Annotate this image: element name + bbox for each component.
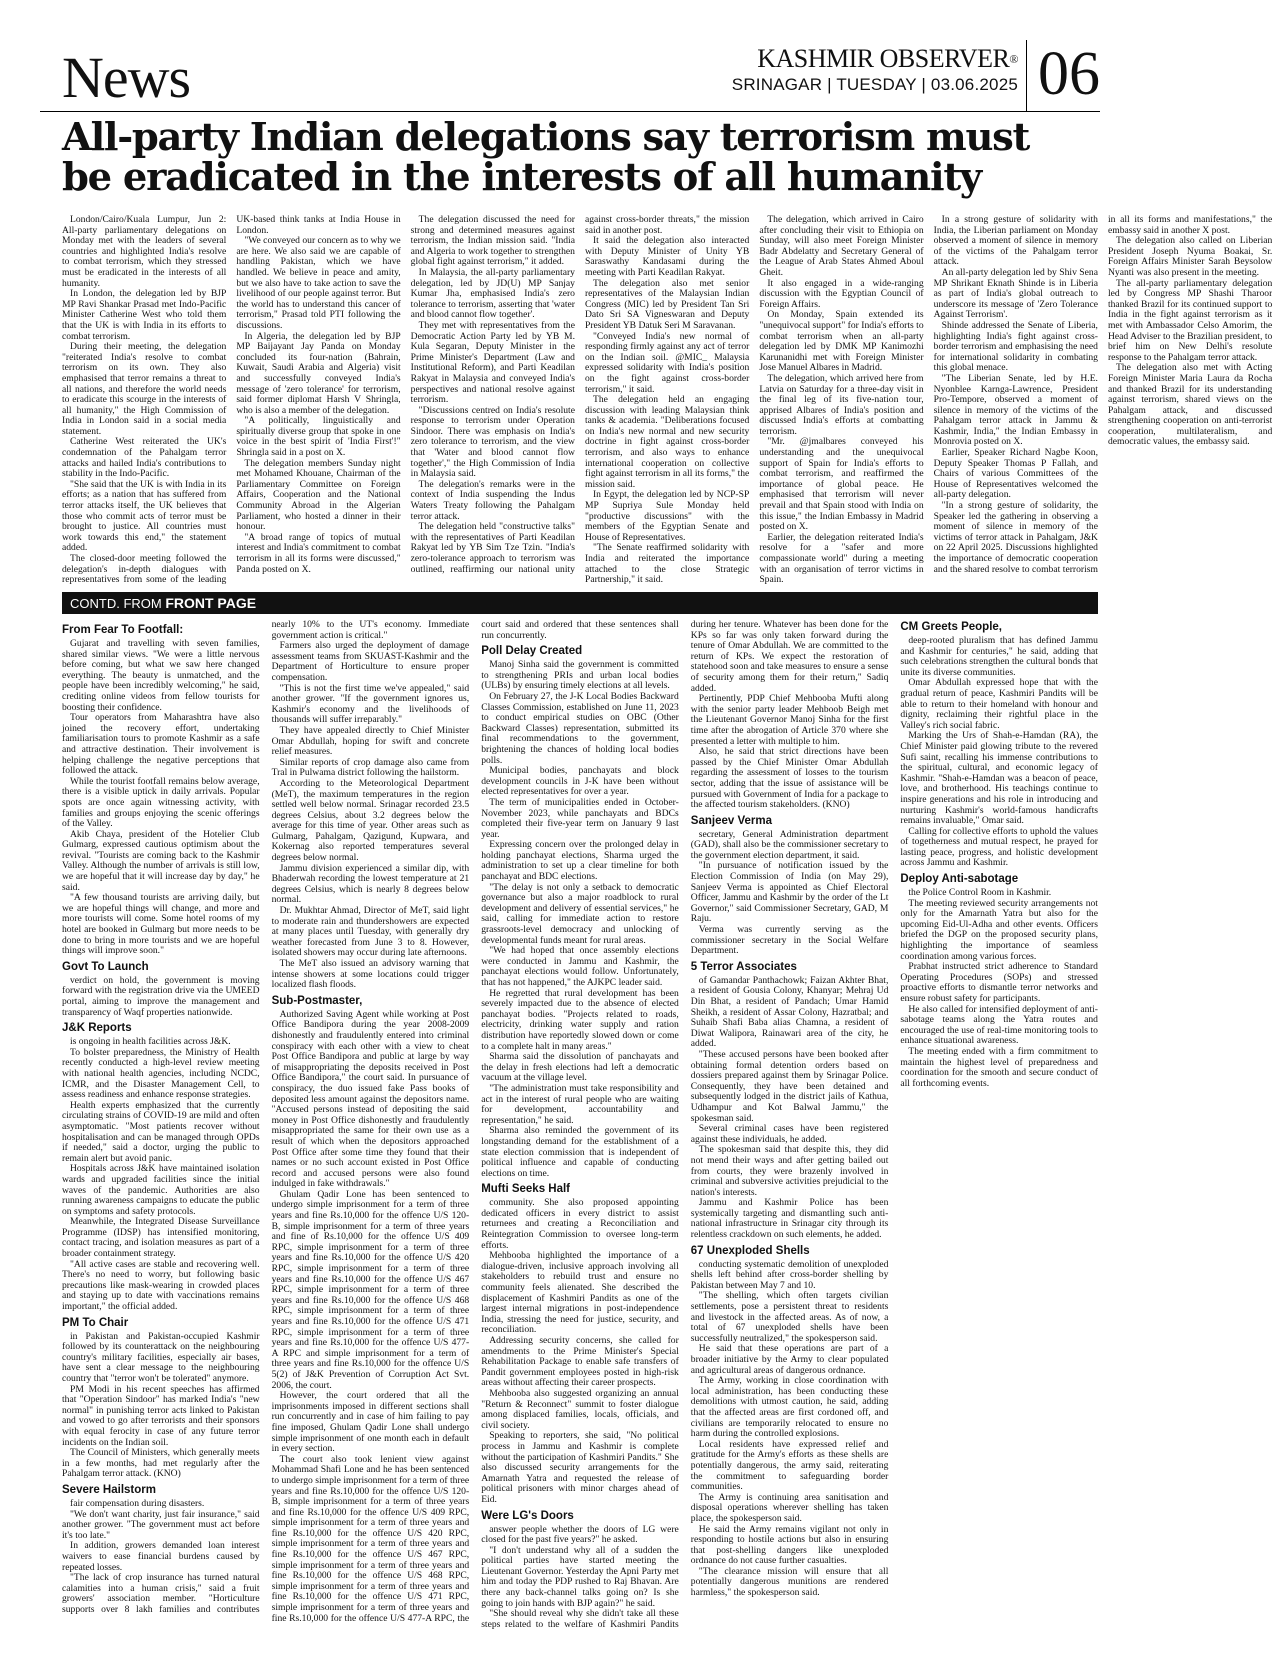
story-paragraph: "She said that the UK is with India in its efforts; as a nation that has suffered from terror attacks itself, the UK believes that those who commit acts of terror must be brought to justice. All countries must work towards this end," the statement added. <box>62 478 227 554</box>
story-paragraph: He said that these operations are part of a broader initiative by the Army to clear populated and agricultural areas of dangerous ordnance. <box>690 1343 889 1376</box>
story-paragraph: According to the Meteorological Department (MeT), the maximum temperatures in the region settled well below normal. Srinagar recorded 23.5 degrees Celsius, about 3.2 degrees below the average for this time of year. Other areas such as Gulmarg, Pahalgam, Qazigund, Kupwara, and Kokernag also reported temperatures several degrees below normal. <box>271 777 470 864</box>
story-paragraph: The delegation also called on Liberian President Joseph Nyuma Boakai, Sr. Foreign Affairs Minister Sarah Beysolow Nyanti was also present in the meeting. <box>1107 235 1272 278</box>
page-number: 06 <box>1026 40 1100 112</box>
story-paragraph: "In pursuance of notification issued by the Election Commission of India (on May 29), Sanjeev Verma is appointed as Chief Electoral Officer, Jammu and Kashmir by the order of the Lt Governor," said Commissioner Secretary, GAD, M Raju. <box>690 860 889 925</box>
story-paragraph: "Mr. @jmalbares conveyed his understanding and the unequivocal support of Spain for India's efforts to combat terrorism, and reaffirmed the importance of global peace. He emphasised that terrorism will never prevail and that Spain stood with India on this issue," the Indian Embassy in Madrid posted on X. <box>759 436 924 533</box>
story-paragraph: The meeting reviewed security arrangements not only for the Amarnath Yatra but also for the upcoming Eid-Ul-Adha and other events. Officers briefed the DGP on the proposed security plans, highlighting the importance of seamless coordination among various forces. <box>900 897 1098 962</box>
story-paragraph: is ongoing in health facilities across J&K. <box>70 1036 231 1048</box>
section-title: News <box>62 45 191 110</box>
story-paragraph: "We had hoped that once assembly elections were conducted in Jammu and Kashmir, the panchayat elections would follow. Unfortunately, that has not happened," the AJKPC leader said. <box>481 945 679 988</box>
story-paragraph: "She should reveal why she didn't take all these steps related to the welfare of Kashmiri Pandits during her tenure. Whatever has been done for the KPs so far was only taken forward during the tenure of Omar Abdullah. We are committed to the return of KPs. We expect the restoration of statehood soon and take measures to ensure a sense of security among them for their return," Sadiq added. <box>481 619 889 1630</box>
story-paragraph: community. She also proposed appointing dedicated officers in every district to assist returnees and creating a Reconciliation and Reintegration Commission to oversee long-term efforts. <box>481 1197 679 1251</box>
story-paragraph: The delegation held an engaging discussion with leading Malaysian think tanks & academia. "Deliberations focused on India's new normal and new security doctrine in fight against cross-border terrorism, and also ways to enhance international cooperation on collective fight against terrorism in all its forms," the mission said. <box>584 394 750 490</box>
story-paragraph: Sharma said the dissolution of panchayats and the delay in fresh elections had left a democratic vacuum at the village level. <box>481 1051 679 1084</box>
story-paragraph: On February 27, the J-K Local Bodies Backward Classes Commission, established on June 11, 2023 to conduct empirical studies on OBC (Other Backward Classes) representation, submitted its final recommendations to the government, brightening the chances of holding local bodies polls. <box>481 690 679 766</box>
story-paragraph: The delegation's remarks were in the context of India suspending the Indus Waters Treaty following the Pahalgam terror attack. <box>410 478 575 522</box>
story-paragraph: In Egypt, the delegation led by NCP-SP MP Supriya Sule Monday held "productive discussions" with the members of the Egyptian Senate and House of Representatives. <box>584 489 750 543</box>
story-paragraph: Gujarat and travelling with seven families, shared similar views. "We were a little nervous before coming, but what we saw here changed everything. The beauty is unmatched, and the people have been incredibly welcoming," he said, crediting online videos from fellow tourists for boosting their confidence. <box>62 638 260 713</box>
story-paragraph: conducting systematic demolition of unexploded shells left behind after cross-border shelling by Pakistan between May 7 and 10. <box>690 1258 889 1291</box>
story-paragraph: "In a strong gesture of solidarity, the Speaker led the gathering in observing a moment of silence in memory of the victims of terror attack in Pahalgam, J&K on 22 April 2025. Discussions highlighted the importance of democratic cooperation and the shared resolve to combat terrorism in all its forms and manifestations," the embassy said in another X post. <box>933 214 1272 575</box>
story-subheading: Deploy Anti-sabotage <box>900 873 1019 886</box>
story-paragraph: The delegation also met with Acting Foreign Minister Maria Laura da Rocha and thanked Brazil for its understanding against terrorism, shared views on the Pahalgam attack, and discussed strengthening cooperation on anti-terrorist cooperation, multilateralism, and democratic values, the embassy said. <box>1107 362 1272 448</box>
story-paragraph: Ghulam Qadir Lone has been sentenced to undergo simple imprisonment for a term of three years and fine Rs.10,000 for the offence U/S 120-B, simple imprisonment for a term of three years and fine of Rs.10,000 for the offence U/S 409 RPC, simple imprisonment for a term of three years and fine Rs.10,000 for the offence U/S 420 RPC, simple imprisonment for a term of three years and fine Rs.10,000 for the offence U/S 467 RPC, simple imprisonment for a term of three years and fine Rs.10,000 for the offence U/S 468 RPC, simple imprisonment for a term of three years and fine Rs.10,000 for the offence U/S 471 RPC, simple imprisonment for a term of three years and fine Rs.10,000 for the offence U/S 477-A RPC and simple imprisonment for a term of three years and fine Rs.10,000 for the offence U/S 5(2) of J&K Prevention of Corruption Act Svt. 2006, the court. <box>271 1188 470 1391</box>
masthead <box>732 44 1018 96</box>
story-paragraph: fair compensation during disasters. <box>70 1497 205 1509</box>
story-paragraph: The delegation held "constructive talks" with the representatives of Parti Keadilan Rakyat led by YB Sim Tze Tzin. "India's zero-tolerance approach to terrorism was outlined, reaffirming our national unity against cross-border threats," the mission said in another post. <box>410 214 750 575</box>
story-subheading: Severe Hailstorm <box>62 1483 156 1496</box>
story-paragraph: The delegation, which arrived in Cairo after concluding their visit to Ethiopia on Sunday, will also meet Foreign Minister Badr Abdelatty and Secretary General of the League of Arab States Ahmed Aboul Gheit. <box>759 214 924 278</box>
story-paragraph: In a strong gesture of solidarity with India, the Liberian parliament on Monday observed a moment of silence in memory of the victims of the Pahalgam terror attack. <box>933 214 1098 268</box>
story-paragraph: He regretted that rural development has been severely impacted due to the absence of elected panchayat bodies. "Projects related to roads, electricity, drinking water supply and ration distribution have reportedly slowed down or come to a complete halt in many areas." <box>481 987 679 1052</box>
lead-story-body <box>62 214 1272 587</box>
story-paragraph: "A politically, linguistically and spiritually diverse group that spoke in one voice in the best spirit of 'India First'!" Shringla said in a post on X. <box>236 415 401 459</box>
contd-bar-bold: FRONT PAGE <box>165 595 257 611</box>
story-paragraph: The delegation, which arrived here from Latvia on Saturday for a three-day visit in the final leg of its five-nation tour, apprised Albares of India's position and discussed India's efforts at combatting terrorism. <box>759 372 924 437</box>
story-subheading: Were LG's Doors <box>481 1509 574 1522</box>
story-paragraph: Earlier, the delegation reiterated India's resolve for a "safer and more compassionate world" during a meeting with an organisation of terror victims in Spain. <box>759 531 924 586</box>
story-paragraph: "The clearance mission will ensure that all potentially dangerous munitions are rendered harmless," the spokesperson said. <box>690 1565 889 1599</box>
registered-mark: ® <box>1009 52 1018 66</box>
story-paragraph: The term of municipalities ended in October-November 2023, while panchayats and BDCs completed their five-year term on January 9 last year. <box>481 796 679 840</box>
story-paragraph: The Army is continuing area sanitisation and disposal operations wherever shelling has taken place, the spokesperson said. <box>690 1491 889 1524</box>
newspaper-name <box>732 44 1018 74</box>
story-paragraph: The spokesman said that despite this, they did not mend their ways and after getting bailed out from courts, they were brazenly involved in criminal and subversive activities prejudicial to the nation's interests. <box>690 1144 889 1198</box>
story-paragraph: "This is not the first time we've appealed," said another grower. "If the government ignores us, Kashmir's economy and the livelihoods of thousands will suffer irreparably." <box>271 682 470 726</box>
story-paragraph: The delegation members Sunday night met Mohamed Khouane, Chairman of the Parliamentary Committee on Foreign Affairs, Cooperation and the National Community Abroad in the Algerian Parliament, who hosted a dinner in their honour. <box>236 457 401 533</box>
story-paragraph: Dr. Mukhtar Ahmad, Director of MeT, said light to moderate rain and thundershowers are expected at many places until Tuesday, with generally dry weather forecasted from June 3 to 8. However, isolated showers may occur during late afternoons. <box>271 905 470 959</box>
contd-bar <box>62 592 1098 614</box>
story-paragraph: Pertinently, PDP Chief Mehbooba Mufti along with the senior party leader Mehboob Beigh met the Lieutenant Governor Manoj Sinha for the first time after the abrogation of Article 370 where she presented a letter with multiple to him. <box>690 693 889 747</box>
story-subheading: From Fear To Footfall: <box>62 624 184 636</box>
story-paragraph: It also engaged in a wide-ranging discussion with the Egyptian Council of Foreign Affairs. <box>759 277 924 310</box>
story-paragraph: Verma was currently serving as the commissioner secretary in the Social Welfare Department. <box>690 924 889 957</box>
story-subheading: PM To Chair <box>62 1316 129 1329</box>
story-paragraph: To bolster preparedness, the Ministry of Health recently conducted a high-level review meeting with national health agencies, including NCDC, ICMR, and the Disaster Management Cell, to assess readiness and enhance response strategies. <box>62 1046 260 1101</box>
story-subheading: 5 Terror Associates <box>690 960 797 973</box>
story-paragraph: "A few thousand tourists are arriving daily, but we are hopeful things will change, and more and more tourists will come. Some hotel rooms of my hotel are booked in Gulmarg but more needs to be done to bring in more tourists and we are hopeful things will improve soon." <box>62 892 260 957</box>
story-paragraph: "I don't understand why all of a sudden the political parties have started meeting the Lieutenant Governor. Yesterday the Apni Party met him and today the PDP rushed to Raj Bhavan. Are there any back-channel talks going on? Is she going to join hands with BJP again?" he said. <box>481 1544 679 1609</box>
story-paragraph: It said the delegation also interacted with Deputy Minister of Unity YB Saraswathy Kandasami during the meeting with Parti Keadilan Rakyat. <box>584 235 750 278</box>
story-paragraph: The MeT also issued an advisory warning that intense showers at some locations could trigger localized flash floods. <box>271 958 470 991</box>
story-paragraph: "The Senate reaffirmed solidarity with India and reiterated the importance attached to the close Strategic Partnership," it said. <box>584 542 750 586</box>
story-paragraph: In Malaysia, the all-party parliamentary delegation, led by JD(U) MP Sanjay Kumar Jha, emphasised India's zero tolerance to terrorism, asserting that 'water and blood cannot flow together'. <box>410 266 575 321</box>
story-paragraph: in Pakistan and Pakistan-occupied Kashmir followed by its counterattack on the neighbouring country's military facilities, especially air bases, have sent a clear message to the neighbouring country that "terror won't be tolerated" anymore. <box>62 1330 260 1384</box>
story-paragraph: Also, he said that strict directions have been passed by the Chief Minister Omar Abdullah regarding the assessment of losses to the tourism sector, adding that the issue of assistance will be pursued with Government of India for a package to the affected tourism stakeholders. (KNO) <box>690 746 889 811</box>
story-paragraph: Omar Abdullah expressed hope that with the gradual return of peace, Kashmiri Pandits will be able to return to their homeland with honour and dignity, reclaiming their rightful place in the Valley's rich social fabric. <box>900 677 1098 731</box>
story-paragraph: Expressing concern over the prolonged delay in holding panchayat elections, Sharma urged the administration to set up a clear timeline for both panchayat and BDC elections. <box>481 839 679 883</box>
story-paragraph: secretary, General Administration department (GAD), shall also be the commissioner secretary to the government election department, it said. <box>690 828 889 861</box>
story-paragraph: In Algeria, the delegation led by BJP MP Baijayant Jay Panda on Monday concluded its four-nation (Bahrain, Kuwait, Saudi Arabia and Algeria) visit and successfully conveyed India's message of 'zero tolerance' for terrorism, said former diplomat Harsh V Shringla, who is also a member of the delegation. <box>236 330 401 416</box>
story-subheading: Sub-Postmaster, <box>271 994 363 1007</box>
story-paragraph: He also called for intensified deployment of anti-sabotage teams along the Yatra routes and encouraged the use of real-time monitoring tools to enhance situational awareness. <box>900 1003 1098 1047</box>
story-paragraph: "These accused persons have been booked after obtaining formal detention orders based on dossiers prepared against them by Srinagar Police. Consequently, they have been detained and subsequently lodged in the district jails of Kathua, Udhampur and Kot Balwal Jammu," the spokesman said. <box>690 1048 889 1124</box>
story-subheading: Govt To Launch <box>62 960 149 973</box>
story-paragraph: Similar reports of crop damage also came from Tral in Pulwama district following the hailstorm. <box>271 756 470 779</box>
story-paragraph: "The shelling, which often targets civilian settlements, pose a persistent threat to residents and livestock in the affected areas. As of now, a total of 67 unexploded shells have been successfully neutralized," the spokesperson said. <box>690 1290 889 1344</box>
story-paragraph: of Gamandar Panthachowk; Faizan Akhter Bhat, a resident of Gousia Colony, Khanyar; Mehraj Ud Din Bhat, a resident of Pandach; Umar Hamid Sheikh, a resident of Assar Colony, Hazratbal; and Suhaib Shafi Baba alias Chamna, a resident of Diwat Walipora, Rainawari area of the city, he added. <box>690 974 889 1050</box>
contd-bar-prefix: CONTD. FROM <box>70 596 166 611</box>
story-paragraph: Prabhat instructed strict adherence to Standard Operating Procedures (SOPs) and stressed proactive efforts to dismantle terror networks and ensure robust safety for participants. <box>900 961 1098 1004</box>
story-paragraph: Sharma also reminded the government of its longstanding demand for the establishment of a state election commission that is independent of political influence and capable of conducting elections on time. <box>481 1125 679 1179</box>
story-paragraph: answer people whether the doors of LG were closed for the past five years?" he asked. <box>481 1523 679 1546</box>
page-header <box>40 40 1100 112</box>
story-paragraph: Health experts emphasized that the currently circulating strains of COVID-19 are mild and often asymptomatic. "Most patients recover without hospitalisation and can be managed through OPDs if needed," said a doctor, urging the public to remain alert but avoid panic. <box>62 1099 260 1164</box>
story-paragraph: Addressing security concerns, she called for amendments to the Prime Minister's Special Rehabilitation Package to enable safe transfers of Pandit government employees posted in high-risk areas without affecting their career prospects. <box>481 1335 679 1389</box>
story-paragraph: The Council of Ministers, which generally meets in a few months, had met regularly after the Pahalgam terror attack. (KNO) <box>62 1447 260 1480</box>
newspaper-name-text: KASHMIR OBSERVER <box>757 44 1010 73</box>
story-paragraph: They have appealed directly to Chief Minister Omar Abdullah, hoping for swift and concrete relief measures. <box>271 724 470 758</box>
story-paragraph: London/Cairo/Kuala Lumpur, Jun 2: All-party parliamentary delegations on Monday met with the leaders of several countries and highlighted India's resolve to combat terrorism, which they stressed must be eradicated in the interests of all humanity. <box>62 214 227 289</box>
story-paragraph: Jammu and Kashmir Police has been systemically targeting and dismantling such anti-national infrastructure in Srinagar city through its relentless crackdown on such elements, he added. <box>690 1197 889 1241</box>
story-paragraph: the Police Control Room in Kashmir. <box>908 887 1052 899</box>
story-paragraph: "Conveyed India's new normal of responding firmly against any act of terror on the Indian soil. @MIC_ Malaysia expressed solidarity with India's position on the fight against cross-border terrorism," it said. <box>584 330 750 395</box>
story-paragraph: "The Liberian Senate, led by H.E. Nyonblee Karnga-Lawrence, President Pro-Tempore, observed a moment of silence in memory of the victims of the Pahalgam terror attack in Jammu & Kashmir, India," the Indian Embassy in Monrovia posted on X. <box>933 372 1098 448</box>
story-paragraph: On Monday, Spain extended its "unequivocal support" for India's efforts to combat terrorism when an all-party delegation led by DMK MP Kanimozhi Karunanidhi met with Foreign Minister Jose Manuel Albares in Madrid. <box>759 309 924 374</box>
story-subheading: J&K Reports <box>62 1022 132 1035</box>
story-paragraph: "The delay is not only a setback to democratic governance but also a major roadblock to rural development and delivery of essential services," he said, calling for immediate action to restore grassroots-level democracy and unlocking of developmental funds meant for rural areas. <box>481 881 679 946</box>
story-paragraph: "The lack of crop insurance has turned natural calamities into a human crisis," said a fruit growers' association member. "Horticulture supports over 8 lakh families and contributes nearly 10% to the UT's economy. Immediate government action is critical." <box>62 619 470 1615</box>
story-paragraph: "A broad range of topics of mutual interest and India's commitment to combat terrorism in all its forms were discussed," Panda posted on X. <box>236 531 401 575</box>
story-paragraph: The Army, working in close coordination with local administration, has been conducting these demolitions with utmost caution, he said, adding that the affected areas are first cordoned off, and civilians are temporarily relocated to ensure no harm during the controlled explosions. <box>690 1375 889 1440</box>
dateline: SRINAGAR | TUESDAY | 03.06.2025 <box>731 75 1018 94</box>
story-paragraph: "All active cases are stable and recovering well. There's no need to worry, but following basic precautions like mask-wearing in crowded places and staying up to date with vaccinations remains important," the official added. <box>62 1258 260 1313</box>
story-paragraph: The court also took lenient view against Mohammad Shafi Lone and he has been sentenced to undergo simple imprisonment for a term of three years and fine Rs.10,000 for the offence U/S 120-B, simple imprisonment for a term of three years and fine Rs.10,000 for the offence U/S 409 RPC, simple imprisonment for a term of three years and fine Rs.10,000 for the offence U/S 420 RPC, simple imprisonment for a term of three years and fine Rs.10,000 for the offence U/S 467 RPC, simple imprisonment for a term of three years and fine Rs.10,000 for the offence U/S 468 RPC, simple imprisonment for a term of three years and fine Rs.10,000 for the offence U/S 471 RPC, simple imprisonment for a term of three years and fine Rs.10,000 for the offence U/S 477-A RPC, the court said and ordered that these sentences shall run concurrently. <box>271 619 679 1624</box>
story-paragraph: Authorized Saving Agent while working at Post Office Bandipora during the year 2008-2009 dishonestly and fraudulently entered into criminal conspiracy with each other with a view to cheat Post Office Bandipora and public at large by way of misappropriating the deposits received in Post Office Bandipora," the court said. In pursuance of conspiracy, the duo issued fake Pass books of deposited less amount against the depositors name. "Accused persons instead of depositing the said money in Post Office dishonestly and fraudulently misappropriated the same for their own use as a result of which when the depositors approached Post Office after some time they found that their names or no such account existed in Post Office record and accused persons were also found indulged in fake withdrawals." <box>271 1008 470 1190</box>
story-paragraph: Meanwhile, the Integrated Disease Surveillance Programme (IDSP) has intensified monitoring, contact tracing, and isolation measures as part of a broader containment strategy. <box>62 1216 260 1260</box>
story-paragraph: In addition, growers demanded loan interest waivers to ease financial burdens caused by repeated losses. <box>62 1540 260 1573</box>
story-paragraph: Farmers also urged the deployment of damage assessment teams from SKUAST-Kashmir and the Department of Horticulture to ensure proper compensation. <box>271 640 470 683</box>
story-paragraph: Municipal bodies, panchayats and block development councils in J-K have been without elected representatives for over a year. <box>481 765 679 798</box>
story-paragraph: During their meeting, the delegation "reiterated India's resolve to combat terrorism on its own. They also emphasised that terror remains a threat to all nations, and therefore the world needs to eradicate this scourge in the interests of all humanity," the High Commission of India in London said in a social media statement. <box>62 341 227 437</box>
story-paragraph: The delegation also met senior representatives of the Malaysian Indian Congress (MIC) led by President Tan Sri Dato Sri SA Vigneswaran and Deputy President YB Datuk Seri M Saravanan. <box>584 277 750 331</box>
story-paragraph: Marking the Urs of Shah-e-Hamdan (RA), the Chief Minister paid glowing tribute to the revered Sufi saint, recalling his immense contributions to the spiritual, cultural, and economic legacy of Kashmir. "Shah-e-Hamdan was a beacon of peace, love, and brotherhood. His teachings continue to inspire generations and his role in introducing and nurturing Kashmir's world-famous handicrafts remains invaluable," Omar said. <box>900 730 1098 827</box>
story-paragraph: However, the court ordered that all the imprisonments imposed in different sections shall run concurrently and in case of him failing to pay fine imposed, Ghulam Qadir Lone shall undergo simple imprisonment of one month each in default in every section. <box>271 1390 470 1455</box>
story-paragraph: Hospitals across J&K have maintained isolation wards and upgraded facilities since the initial waves of the pandemic. Authorities are also running awareness campaigns to educate the public on symptoms and safety protocols. <box>62 1163 260 1217</box>
story-paragraph: The delegation discussed the need for strong and determined measures against terrorism, the Indian mission said. "India and Algeria to work together to strengthen global fight against terrorism," it added. <box>410 214 575 268</box>
story-paragraph: They met with representatives from the Democratic Action Party led by YB M. Kula Segaran, Deputy Minister in the Prime Minister's Department (Law and Institutional Reform), and Parti Keadilan Rakyat in Malaysia and conveyed India's perspectives and national resolve against terrorism. <box>410 319 575 406</box>
story-paragraph: While the tourist footfall remains below average, there is a visible uptick in daily arrivals. Popular spots are once again witnessing activity, with families and groups enjoying the scenic offerings of the Valley. <box>62 775 260 830</box>
story-paragraph: In London, the delegation led by BJP MP Ravi Shankar Prasad met Indo-Pacific Minister Catherine West who told them that the UK is with India in its efforts to combat terrorism. <box>62 288 227 342</box>
story-paragraph: Akib Chaya, president of the Hotelier Club Gulmarg, expressed cautious optimism about the revival. "Tourists are coming back to the Kashmir Valley. Although the number of arrivals is still low, we are hopeful that it will increase day by day," he said. <box>62 828 260 893</box>
story-paragraph: Several criminal cases have been registered against these individuals, he added. <box>690 1123 889 1145</box>
story-paragraph: Manoj Sinha said the government is committed to strengthening PRIs and urban local bodies (ULBs) by ensuring timely elections at all levels. <box>481 659 679 692</box>
story-subheading: Poll Delay Created <box>481 645 583 658</box>
story-subheading: Mufti Seeks Half <box>481 1183 571 1196</box>
story-paragraph: Tour operators from Maharashtra have also joined the recovery effort, undertaking familiarisation tours to promote Kashmir as a safe and attractive destination. Their involvement is helping challenge the negative perceptions that followed the attack. <box>62 712 260 777</box>
story-paragraph: "Discussions centred on India's resolute response to terrorism under Operation Sindoor. There was emphasis on India's zero tolerance to terrorism, and the view that 'Water and blood cannot flow together'," the High Commission of India in Malaysia said. <box>410 404 575 480</box>
continued-stories <box>62 620 1098 1632</box>
story-paragraph: Speaking to reporters, she said, "No political process in Jammu and Kashmir is complete without the participation of Kashmiri Pandits." She also discussed security arrangements for the Amarnath Yatra and requested the release of political prisoners with minor charges ahead of Eid. <box>481 1430 679 1505</box>
story-paragraph: PM Modi in his recent speeches has affirmed that "Operation Sindoor" has marked India's "new normal" in punishing terror acts linked to Pakistan and vowed to go after terrorists and their sponsors with equal ferocity in case of any future terror incidents on the Indian soil. <box>62 1383 260 1448</box>
story-paragraph: The closed-door meeting followed the delegation's in-depth dialogues with representatives from some of the leading UK-based think tanks at India House in London. <box>62 214 401 586</box>
story-paragraph: Jammu division experienced a similar dip, with Bhaderwah recording the lowest temperature at 21 degrees Celsius, which is nearly 8 degrees below normal. <box>271 862 470 906</box>
story-subheading: 67 Unexploded Shells <box>690 1244 810 1257</box>
story-paragraph: "The administration must take responsibility and act in the interest of rural people who are waiting for development, accountability and representation," he said. <box>481 1082 679 1126</box>
story-paragraph: Mehbooba also suggested organizing an annual "Return & Reconnect" summit to foster dialogue among displaced families, locals, officials, and civil society. <box>481 1387 679 1431</box>
story-paragraph: verdict on hold, the government is moving forward with the registration drive via the UMEED portal, aiming to improve the management and transparency of Waqf properties nationwide. <box>62 974 260 1018</box>
story-subheading: Sanjeev Verma <box>690 814 772 827</box>
story-paragraph: Catherine West reiterated the UK's condemnation of the Pahalgam terror attacks and hailed India's contributions to stability in the Indo-Pacific. <box>62 436 227 480</box>
story-paragraph: An all-party delegation led by Shiv Sena MP Shrikant Eknath Shinde is in Liberia as part of India's global outreach to underscore its message of 'Zero Tolerance Against Terrorism'. <box>933 266 1098 321</box>
story-paragraph: The all-party parliamentary delegation led by Congress MP Shashi Tharoor thanked Brazil for its continued support to India in the fight against terrorism as it met with Ambassador Celso Amorim, the Head Adviser to the Brazilian president, to brief him on New Delhi's resolute response to the Pahalgam terror attack. <box>1107 277 1272 363</box>
story-paragraph: Calling for collective efforts to uphold the values of togetherness and mutual respect, he prayed for lasting peace, progress, and holistic development across Jammu and Kashmir. <box>900 825 1098 869</box>
story-paragraph: Local residents have expressed relief and gratitude for the Army's efforts as these shells are potentially dangerous, the army said, reiterating the commitment to safeguarding border communities. <box>690 1438 889 1493</box>
story-paragraph: "We conveyed our concern as to why we are here. We also said we are capable of handling Pakistan, which we have handled. We believe in peace and amity, but we also have to take action to save the livelihood of our people against terror. But the world has to understand this cancer of terrorism," Prasad told PTI following the discussions. <box>236 235 401 331</box>
story-paragraph: He said the Army remains vigilant not only in responding to hostile actions but also in ensuring that post-shelling dangers like unexploded ordnance do not cause further casualties. <box>690 1523 889 1567</box>
story-paragraph: The meeting ended with a firm commitment to maintain the highest level of preparedness and coordination for the smooth and secure conduct of all forthcoming events. <box>900 1045 1098 1089</box>
story-paragraph: Earlier, Speaker Richard Nagbe Koon, Deputy Speaker Thomas P Fallah, and Chairs of various Committees of the House of Representatives welcomed the all-party delegation. <box>933 447 1098 501</box>
lead-headline: All-party Indian delegations say terrorism must be eradicated in the interests of all humanity <box>62 115 1029 200</box>
story-paragraph: Mehbooba highlighted the importance of a dialogue-driven, inclusive approach involving all stakeholders to rebuild trust and ensure no community feels alienated. She described the displacement of Kashmiri Pandits as one of the largest internal migrations in post-independence India, stressing the need for justice, security, and reconciliation. <box>481 1250 679 1336</box>
story-subheading: CM Greets People, <box>900 621 1002 633</box>
story-paragraph: Shinde addressed the Senate of Liberia, highlighting India's fight against cross-border terrorism and emphasising the need for international solidarity in combating this global menace. <box>933 319 1098 374</box>
story-paragraph: "We don't want charity, just fair insurance," said another grower. "The government must act before it's too late." <box>62 1508 260 1541</box>
story-paragraph: deep-rooted pluralism that has defined Jammu and Kashmir for centuries," he said, adding that such celebrations strengthen the cultural bonds that unite its diverse communities. <box>900 635 1098 678</box>
